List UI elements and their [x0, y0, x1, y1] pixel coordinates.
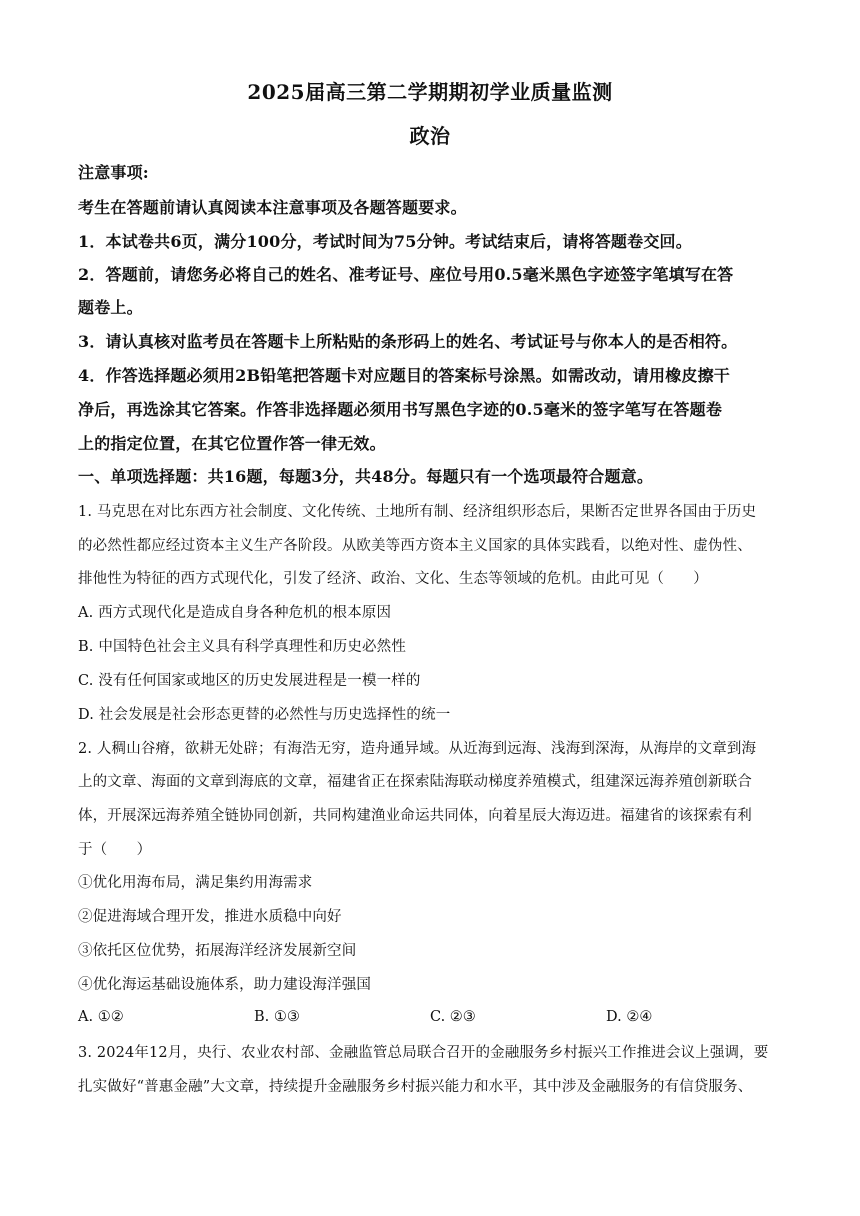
subject-title: 政治 [409, 124, 451, 148]
notes-item-3: 3．请认真核对监考员在答题卡上所粘贴的条形码上的姓名、考试证号与你本人的是否相符。 [78, 332, 738, 351]
q1-stem-line-1: 1. 马克思在对比东西方社会制度、文化传统、土地所有制、经济组织形态后，果断否定世界各国由于历史 [78, 504, 757, 520]
exam-title: 2025届高三第二学期期初学业质量监测 [247, 80, 613, 104]
q1-option-a: A. 西方式现代化是造成自身各种危机的根本原因 [78, 605, 392, 621]
q2-statement-1: ①优化用海布局，满足集约用海需求 [78, 875, 313, 891]
q2-options-row [78, 1009, 784, 1029]
q2-statement-4: ④优化海运基础设施体系，助力建设海洋强国 [78, 977, 371, 993]
notes-item-4-line-2: 净后，再选涂其它答案。作答非选择题必须用书写黑色字迹的0.5毫米的签字笔写在答题卷 [78, 400, 723, 419]
notes-heading: 注意事项: [78, 163, 149, 182]
q2-option-b: B. ①③ [254, 1009, 300, 1025]
q3-stem-line-2: 扎实做好“普惠金融”大文章，持续提升金融服务乡村振兴能力和水平，其中涉及金融服务的有信贷服务、 [78, 1079, 753, 1095]
q2-stem-line-4: 于（ ） [78, 842, 152, 858]
notes-intro: 考生在答题前请认真阅读本注意事项及各题答题要求。 [78, 198, 467, 217]
q2-stem-line-3: 体，开展深远海养殖全链协同创新，共同构建渔业命运共同体，向着星辰大海迈进。福建省的该探索有利 [78, 808, 752, 824]
q1-stem-line-3: 排他性为特征的西方式现代化，引发了经济、政治、文化、生态等领域的危机。由此可见（ ） [78, 571, 708, 587]
notes-item-2-line-1: 2．答题前，请您务必将自己的姓名、准考证号、座位号用0.5毫米黑色字迹签字笔填写在答 [78, 265, 734, 284]
q2-stem-line-1: 2. 人稠山谷瘠，欲耕无处辟；有海浩无穷，造舟通异域。从近海到远海、浅海到深海，从海岸的文章到海 [78, 741, 757, 757]
q2-statement-2: ②促进海域合理开发，推进水质稳中向好 [78, 909, 342, 925]
q2-option-c: C. ②③ [430, 1009, 476, 1025]
q2-statement-3: ③依托区位优势，拓展海洋经济发展新空间 [78, 943, 357, 959]
q1-option-b: B. 中国特色社会主义具有科学真理性和历史必然性 [78, 639, 406, 655]
notes-item-1: 1．本试卷共6页，满分100分，考试时间为75分钟。考试结束后，请将答题卷交回。 [78, 232, 692, 251]
notes-item-2-line-2: 题卷上。 [78, 298, 143, 317]
notes-item-4-line-1: 4．作答选择题必须用2B铅笔把答题卡对应题目的答案标号涂黑。如需改动，请用橡皮擦干 [78, 366, 730, 385]
q2-option-d: D. ②④ [606, 1009, 653, 1025]
notes-item-4-line-3: 上的指定位置，在其它位置作答一律无效。 [78, 434, 386, 453]
q1-stem-line-2: 的必然性都应经过资本主义生产各阶段。从欧美等西方资本主义国家的具体实践看，以绝对性、虚伪性、 [78, 538, 752, 554]
q3-stem-line-1: 3. 2024年12月，央行、农业农村部、金融监管总局联合召开的金融服务乡村振兴工作推进会议上强调，要 [78, 1045, 769, 1061]
section-1-heading: 一、单项选择题：共16题，每题3分，共48分。每题只有一个选项最符合题意。 [78, 467, 654, 486]
q1-option-d: D. 社会发展是社会形态更替的必然性与历史选择性的统一 [78, 707, 451, 723]
q2-option-a: A. ①② [78, 1009, 124, 1025]
q1-option-c: C. 没有任何国家或地区的历史发展进程是一模一样的 [78, 673, 421, 689]
q2-stem-line-2: 上的文章、海面的文章到海底的文章，福建省正在探索陆海联动梯度养殖模式，组建深远海养殖创新联合 [78, 774, 752, 790]
